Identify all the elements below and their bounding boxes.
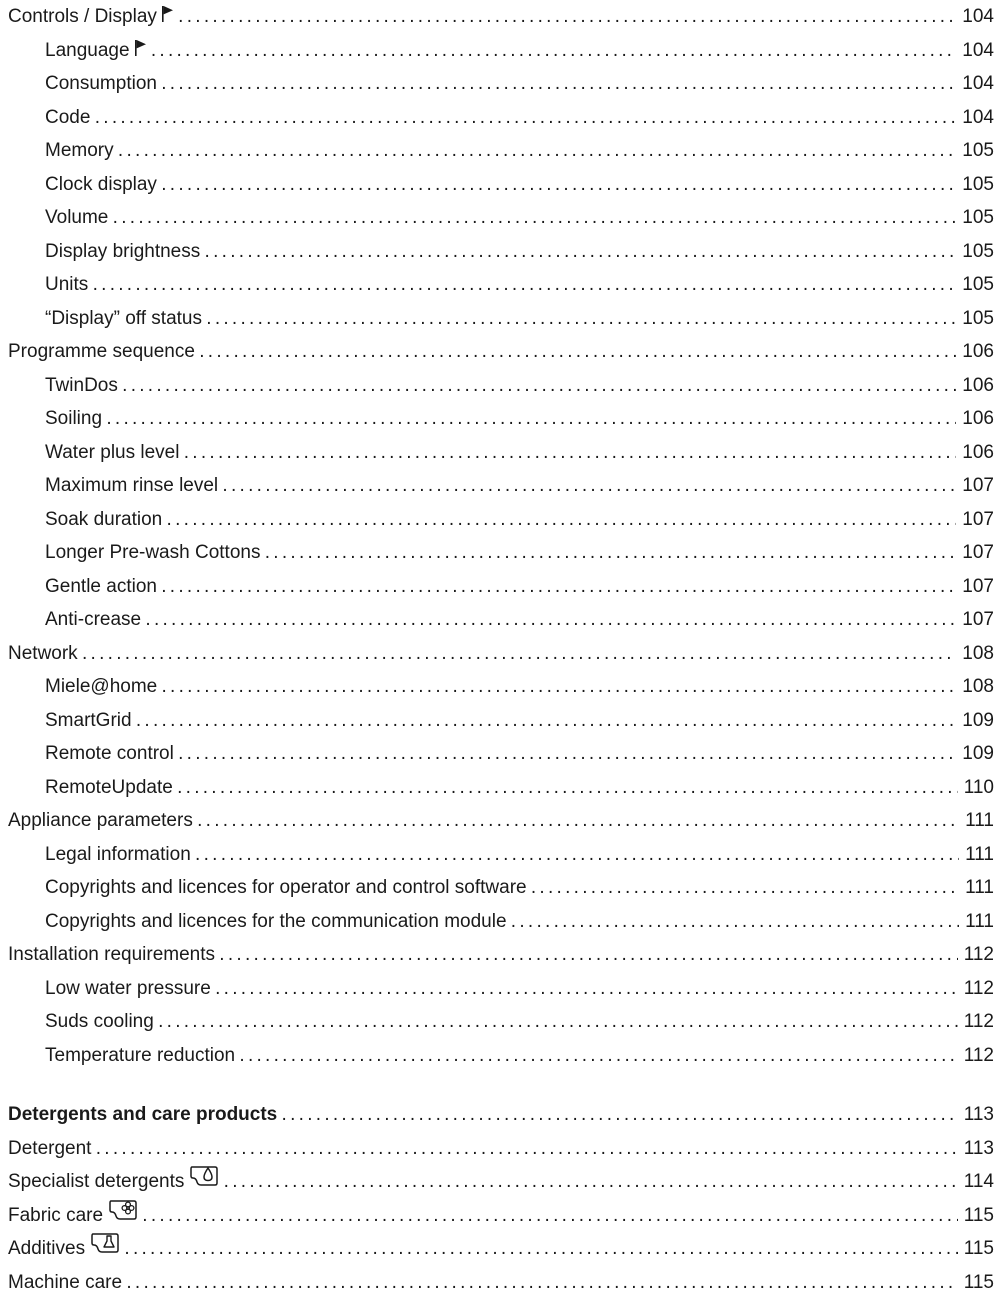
toc-page-number: 115	[958, 1266, 994, 1299]
toc-entry-soak-duration[interactable]	[8, 503, 994, 537]
toc-entry-title: Appliance parameters	[8, 810, 193, 831]
toc-entry-title: Network	[8, 643, 78, 664]
specialist-detergent-icon	[189, 1165, 219, 1198]
toc-page-number: 108	[956, 670, 994, 704]
toc-page-number: 113	[958, 1132, 994, 1166]
toc-entry-remote-control[interactable]	[8, 737, 994, 771]
toc-entry-title: Controls / Display	[8, 6, 157, 27]
toc-page-number: 111	[959, 905, 994, 939]
toc-entry-soiling[interactable]	[8, 402, 994, 436]
toc-entry-title: Language	[45, 40, 130, 61]
toc-page-number: 112	[958, 1005, 994, 1039]
toc-entry-title: Anti-crease	[45, 609, 141, 630]
toc-entry-maximum-rinse-level[interactable]	[8, 469, 994, 503]
toc-page-number: 112	[958, 972, 994, 1006]
toc-page-number: 110	[958, 771, 994, 805]
toc-page-number: 111	[959, 804, 994, 838]
toc-entry-title: Copyrights and licences for the communication module	[45, 911, 507, 932]
toc-entry-title: Volume	[45, 207, 108, 228]
toc-entry-clock-display[interactable]	[8, 168, 994, 202]
toc-entry-title: TwinDos	[45, 375, 118, 396]
toc-page-number: 112	[958, 938, 994, 972]
toc-entry-title: Units	[45, 274, 88, 295]
additives-icon	[90, 1232, 120, 1265]
toc-page-number: 105	[956, 302, 994, 336]
toc-page-number: 105	[956, 201, 994, 235]
toc-page-number: 105	[956, 168, 994, 202]
toc-entry-title: Programme sequence	[8, 341, 195, 362]
table-of-contents	[8, 0, 994, 1299]
toc-page-number: 106	[956, 369, 994, 403]
toc-entry-specialist-detergents[interactable]	[8, 1165, 994, 1199]
toc-entry-title: Low water pressure	[45, 978, 211, 999]
toc-entry-title: Code	[45, 107, 90, 128]
toc-page-number: 107	[956, 503, 994, 537]
toc-page-number: 107	[956, 570, 994, 604]
toc-entry-copyrights-operator-control-software[interactable]	[8, 871, 994, 905]
toc-entry-title: Gentle action	[45, 576, 157, 597]
toc-entry-copyrights-communication-module[interactable]	[8, 905, 994, 939]
toc-entry-longer-pre-wash-cottons[interactable]	[8, 536, 994, 570]
toc-entry-detergent[interactable]	[8, 1132, 994, 1166]
toc-entry-title: Machine care	[8, 1272, 122, 1293]
toc-entry-title: “Display” off status	[45, 308, 202, 329]
toc-page-number: 114	[958, 1165, 994, 1199]
toc-entry-code[interactable]	[8, 101, 994, 135]
toc-page-number: 109	[956, 704, 994, 738]
toc-page-number: 111	[959, 871, 994, 905]
toc-entry-temperature-reduction[interactable]	[8, 1039, 994, 1073]
toc-entry-language[interactable]	[8, 34, 994, 68]
toc-page-number: 111	[959, 838, 994, 872]
toc-page-number: 106	[956, 436, 994, 470]
toc-entry-machine-care[interactable]	[8, 1266, 994, 1299]
toc-entry-installation-requirements[interactable]	[8, 938, 994, 972]
toc-page-number: 109	[956, 737, 994, 771]
toc-entry-smartgrid[interactable]	[8, 704, 994, 738]
toc-entry-title: Soak duration	[45, 509, 162, 530]
toc-entry-title: Memory	[45, 140, 114, 161]
toc-entry-low-water-pressure[interactable]	[8, 972, 994, 1006]
toc-page-number: 107	[956, 469, 994, 503]
toc-entry-appliance-parameters[interactable]	[8, 804, 994, 838]
toc-entry-title: Copyrights and licences for operator and control software	[45, 877, 527, 898]
toc-entry-title: Fabric care	[8, 1205, 103, 1226]
toc-entry-water-plus-level[interactable]	[8, 436, 994, 470]
toc-entry-title: Remote control	[45, 743, 174, 764]
toc-entry-network[interactable]	[8, 637, 994, 671]
toc-page-number: 104	[956, 67, 994, 101]
toc-entry-title: Installation requirements	[8, 944, 215, 965]
toc-entry-title: Miele@home	[45, 676, 157, 697]
toc-entry-title: Maximum rinse level	[45, 475, 218, 496]
toc-entry-legal-information[interactable]	[8, 838, 994, 872]
flag-icon	[162, 0, 174, 33]
toc-entry-anti-crease[interactable]	[8, 603, 994, 637]
toc-entry-miele-home[interactable]	[8, 670, 994, 704]
fabric-care-icon	[108, 1199, 138, 1232]
toc-entry-title: Longer Pre-wash Cottons	[45, 542, 260, 563]
toc-entry-units[interactable]	[8, 268, 994, 302]
toc-entry-title: Suds cooling	[45, 1011, 154, 1032]
toc-page-number: 106	[956, 402, 994, 436]
toc-entry-gentle-action[interactable]	[8, 570, 994, 604]
toc-entry-title: Specialist detergents	[8, 1171, 184, 1192]
toc-page-number: 105	[956, 134, 994, 168]
toc-page-number: 112	[958, 1039, 994, 1073]
toc-page-number: 115	[958, 1232, 994, 1266]
toc-entry-programme-sequence[interactable]	[8, 335, 994, 369]
toc-entry-volume[interactable]	[8, 201, 994, 235]
toc-entry-title: Legal information	[45, 844, 191, 865]
toc-page-number: 113	[958, 1098, 994, 1132]
toc-entry-display-brightness[interactable]	[8, 235, 994, 269]
toc-page-number: 105	[956, 235, 994, 269]
toc-entry-additives[interactable]	[8, 1232, 994, 1266]
toc-entry-title: Temperature reduction	[45, 1045, 235, 1066]
toc-page-number: 108	[956, 637, 994, 671]
toc-entry-controls-display[interactable]	[8, 0, 994, 34]
toc-entry-title: RemoteUpdate	[45, 777, 173, 798]
toc-entry-display-off-status[interactable]	[8, 302, 994, 336]
toc-page-number: 107	[956, 536, 994, 570]
toc-entry-twindos[interactable]	[8, 369, 994, 403]
toc-entry-title: Additives	[8, 1238, 85, 1259]
toc-entry-title: SmartGrid	[45, 710, 132, 731]
toc-entry-remoteupdate[interactable]	[8, 771, 994, 805]
toc-page-number: 104	[956, 101, 994, 135]
toc-entry-title: Consumption	[45, 73, 157, 94]
toc-page-number: 107	[956, 603, 994, 637]
toc-entry-title: Clock display	[45, 174, 157, 195]
toc-page-number: 105	[956, 268, 994, 302]
toc-entry-suds-cooling[interactable]	[8, 1005, 994, 1039]
toc-entry-title: Display brightness	[45, 241, 200, 262]
toc-page-number: 106	[956, 335, 994, 369]
toc-page-number: 115	[958, 1199, 994, 1233]
toc-page-number: 104	[956, 34, 994, 68]
toc-page-number: 104	[956, 0, 994, 34]
toc-entry-title: Detergents and care products	[8, 1104, 277, 1125]
toc-entry-title: Water plus level	[45, 442, 179, 463]
flag-icon	[135, 34, 147, 67]
toc-entry-memory[interactable]	[8, 134, 994, 168]
toc-entry-title: Detergent	[8, 1138, 91, 1159]
toc-entry-detergents-and-care-products[interactable]	[8, 1098, 994, 1132]
toc-entry-consumption[interactable]	[8, 67, 994, 101]
toc-entry-fabric-care[interactable]	[8, 1199, 994, 1233]
toc-entry-title: Soiling	[45, 408, 102, 429]
